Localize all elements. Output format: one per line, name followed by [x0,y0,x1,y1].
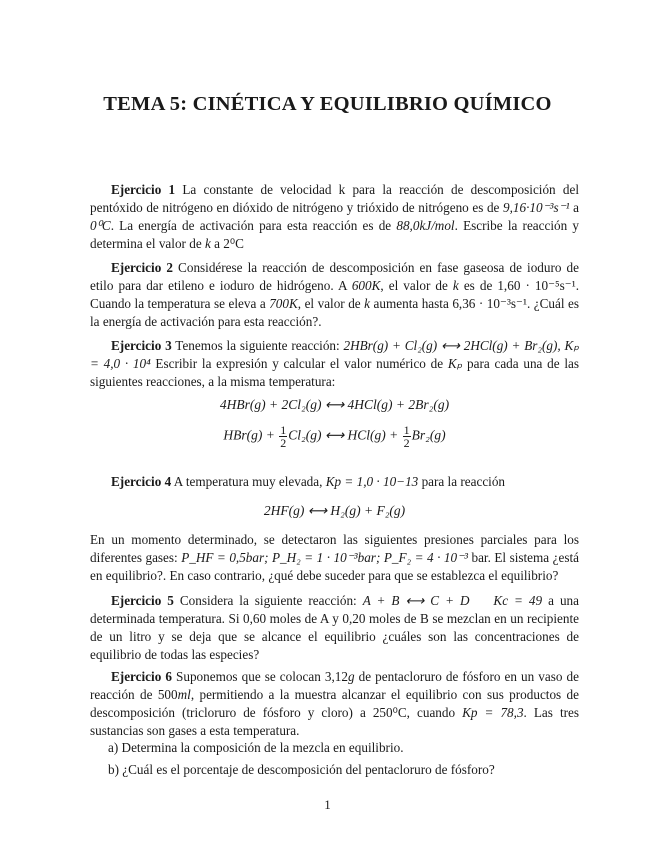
exercise-6-text-4: . Las tres sustancias son gases a esta temperatura. [90,705,579,738]
exercise-2-text-4: , el valor de [297,296,365,311]
exercise-4-text-3: En un momento determinado, se detectaron las siguientes presiones parciales para los diferentes gases: [90,532,579,565]
exercise-1-text-1: La constante de velocidad k para la reacción de descomposición del pentóxido de nitrógeno en dióxido de nitrógeno y trióxido de nitrógeno es de [90,182,579,215]
exercise-5-label: Ejercicio 5 [111,593,174,608]
exercise-6-item-a: a) Determina la composición de la mezcla en equilibrio. [108,740,404,755]
exercise-5 [90,592,579,664]
exercise-1-text-3: . La energía de activación para esta reacción es de [110,218,397,233]
exercise-5-text-2: a una determinada temperatura. Si 0,60 moles de A y 0,20 moles de B se mezclan en un recipiente de un litro y se deja que se alcance el equilibrio ¿cuáles son las concentraciones de equilibrio de todas las especies? [90,593,579,662]
exercise-3-kp: Kₚ = 4,0 · 10⁴ [90,338,579,371]
exercise-3-equation-2-part-a: HBr(g) + [223,427,279,443]
exercise-3-label: Ejercicio 3 [111,338,172,353]
exercise-6 [90,668,579,740]
exercise-4-text-1: A temperatura muy elevada, [171,474,326,489]
exercise-4-text-4: bar. El sistema ¿está en equilibrio?. En caso contrario, ¿qué debe suceder para que se establezca el equilibrio? [90,550,579,583]
exercise-2 [90,259,579,331]
exercise-3-kp-symbol: Kₚ [447,356,463,371]
exercise-3-text-2: Escribir la expresión y calcular el valor numérico de [150,356,448,371]
page-number: 1 [324,797,331,812]
exercise-3-text-1: Tenemos la siguiente reacción: [171,338,344,353]
exercise-2-temp-1: 600K [351,278,381,293]
exercise-5-reaction: A + B ⟷ C + D Kc = 49 [362,593,543,608]
exercise-1-k: k [204,236,211,251]
exercise-2-label: Ejercicio 2 [111,260,173,275]
exercise-3-reaction: 2HBr(g) + Cl₂(g) ⟷ 2HCl(g) + Br₂(g), [343,338,561,353]
exercise-4-label: Ejercicio 4 [111,474,172,489]
exercise-6-unit-ml: ml [177,687,191,702]
exercise-1-label: Ejercicio 1 [111,182,176,197]
exercise-1-text-5: a 2⁰C [210,236,244,251]
exercise-1 [90,181,579,253]
fraction-numerator: 1 [280,423,287,437]
exercise-3-text-3: para cada una de las siguientes reacciones, a la misma temperatura: [90,356,579,389]
fraction-half-2 [403,424,411,449]
exercise-1-activation-energy: 88,0kJ/mol [396,218,455,233]
exercise-2-text-5: aumenta hasta 6,36 · 10⁻³s⁻¹. ¿Cuál es la energía de activación para esta reacción?. [90,296,579,329]
exercise-2-k-1: k [452,278,459,293]
exercise-4-text-2: para la reacción [418,474,506,489]
exercise-4 [90,473,579,491]
exercise-4-equation: 2HF(g) ⟷ H₂(g) + F₂(g) [263,503,406,518]
exercise-1-rate-constant: 9,16·10⁻³s⁻¹ [503,200,570,215]
exercise-6-text-1: Suponemos que se colocan 3,12 [171,669,348,684]
fraction-denominator: 2 [280,436,287,450]
fraction-denominator: 2 [403,436,410,450]
exercise-4-body [90,531,579,585]
exercise-6-label: Ejercicio 6 [111,669,172,684]
exercise-6-text-3: , permitiendo a la muestra alcanzar el equilibrio con sus productos de descomposición (tricloruro de fósforo y cloro) a 250⁰C, cuando [90,687,580,720]
exercise-2-k-2: k [364,296,371,311]
exercise-2-temp-2: 700K [269,296,298,311]
exercise-6-text-2: de pentacloruro de fósforo en un vaso de reacción de 500 [90,669,579,702]
exercise-3-equation-2 [90,424,579,449]
exercise-3-equation-2-part-b: Cl₂(g) ⟷ HCl(g) + [288,427,402,443]
exercise-1-temperature: 0⁰C [90,218,111,233]
exercise-3 [90,337,579,391]
exercise-5-text-1: Considera la siguiente reacción: [173,593,363,608]
exercise-2-text-1: Considérese la reacción de descomposición en fase gaseosa de ioduro de etilo para dar etileno e ioduro de hidrógeno. A [90,260,579,293]
fraction-numerator: 1 [403,423,410,437]
exercise-1-text-4: . Escribe la reacción y determina el valor de [90,218,579,251]
page-title: TEMA 5: CINÉTICA Y EQUILIBRIO QUÍMICO [103,93,552,115]
exercise-2-text-3: es de 1,60 · 10⁻⁵s⁻¹. Cuando la temperatura se eleva a [90,278,579,311]
exercise-2-text-2: , el valor de [380,278,453,293]
exercise-6-unit-g: g [347,669,355,684]
exercise-4-kp: Kp = 1,0 · 10−13 [325,474,419,489]
exercise-3-equation-1: 4HBr(g) + 2Cl₂(g) ⟷ 4HCl(g) + 2Br₂(g) [219,397,450,412]
exercise-1-text-2: a [569,200,579,215]
exercise-6-kp: Kp = 78,3 [462,705,524,720]
exercise-6-item-b: b) ¿Cuál es el porcentaje de descomposición del pentacloruro de fósforo? [108,762,495,777]
exercise-4-pressures: P_HF = 0,5bar; P_H₂ = 1 · 10⁻³bar; P_F₂ = 4 · 10⁻³ [181,550,468,565]
fraction-half-1 [279,424,287,449]
exercise-3-equation-2-part-c: Br₂(g) [411,427,446,443]
